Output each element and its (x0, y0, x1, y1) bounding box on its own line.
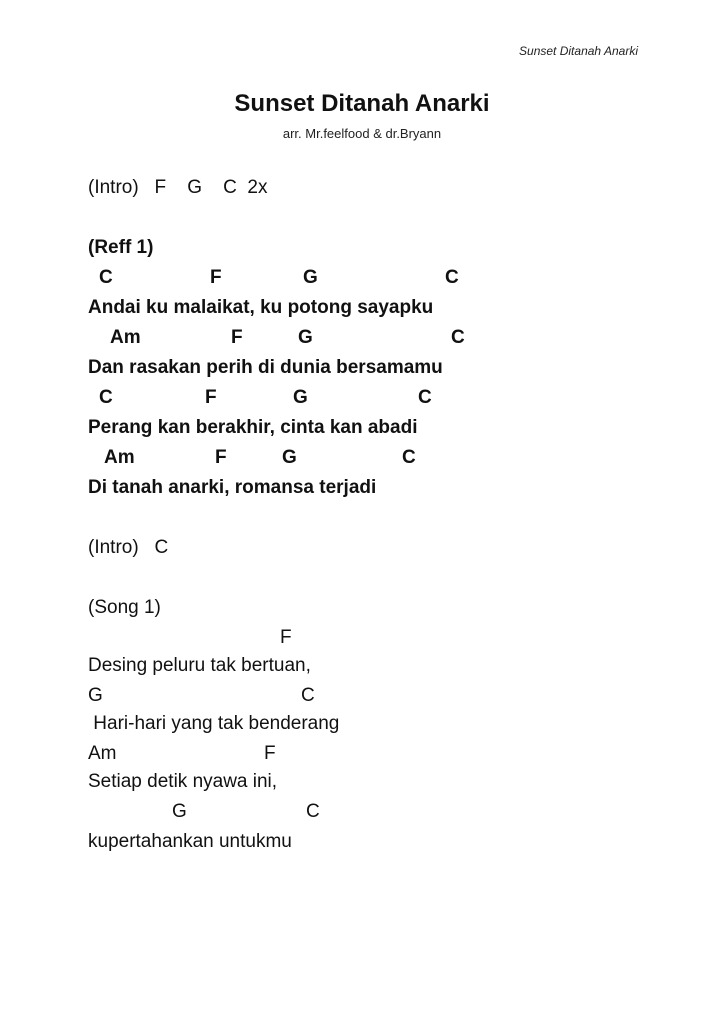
chord-row (0, 446, 724, 470)
lyric-line: kupertahankan untukmu (88, 831, 292, 852)
reff-heading: (Reff 1) (88, 237, 154, 258)
chord: C (445, 267, 459, 288)
chord-row (0, 800, 724, 824)
running-header: Sunset Ditanah Anarki (519, 44, 638, 58)
chord: C (451, 327, 465, 348)
chord-row (0, 684, 724, 708)
chord: G (172, 801, 187, 822)
chord: C (301, 685, 315, 706)
chord-row (0, 386, 724, 410)
chord: G (303, 267, 318, 288)
lyric-line: Desing peluru tak bertuan, (88, 655, 311, 676)
chord: F (205, 387, 217, 408)
lyric-line: Perang kan berakhir, cinta kan abadi (88, 417, 418, 438)
lyric-line: Di tanah anarki, romansa terjadi (88, 477, 377, 498)
lyric-line: Hari-hari yang tak benderang (88, 713, 340, 734)
lyric-line: Setiap detik nyawa ini, (88, 771, 278, 792)
chord: Am (104, 447, 135, 468)
arranger-credit: arr. Mr.feelfood & dr.Bryann (282, 126, 442, 141)
lyric-line: Dan rasakan perih di dunia bersamamu (88, 357, 443, 378)
chord: F (215, 447, 227, 468)
chord: Am (110, 327, 141, 348)
chord-row (0, 326, 724, 350)
chord: G (88, 685, 103, 706)
song-title: Sunset Ditanah Anarki (234, 90, 490, 117)
chord: F (264, 743, 276, 764)
chord: C (99, 387, 113, 408)
chord: G (282, 447, 297, 468)
chord: C (99, 267, 113, 288)
chord: G (293, 387, 308, 408)
intro-line: (Intro) C (88, 537, 169, 558)
chord: G (298, 327, 313, 348)
chord-row (0, 626, 724, 650)
chord: F (280, 627, 292, 648)
intro-line: (Intro) F G C 2x (88, 177, 268, 198)
chord-row (0, 742, 724, 766)
chord: F (231, 327, 243, 348)
chord: C (418, 387, 432, 408)
chord: F (210, 267, 222, 288)
chord: Am (88, 743, 117, 764)
lyric-line: Andai ku malaikat, ku potong sayapku (88, 297, 434, 318)
chord: C (306, 801, 320, 822)
chord: C (402, 447, 416, 468)
chord-row (0, 266, 724, 290)
song-heading: (Song 1) (88, 597, 161, 618)
